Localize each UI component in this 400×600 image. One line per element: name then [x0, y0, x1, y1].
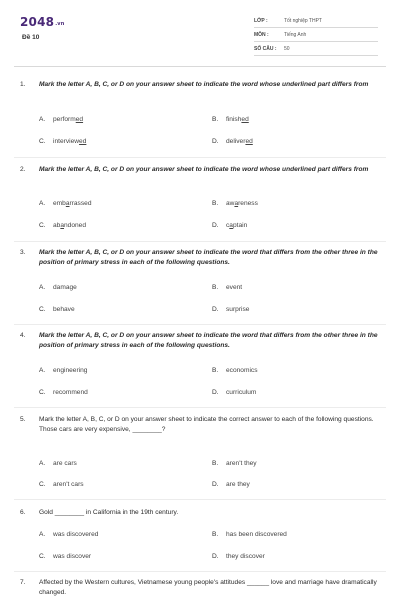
option-text: rrassed [69, 200, 92, 207]
option-d[interactable] [212, 480, 250, 490]
option-text: behave [53, 306, 75, 313]
meta-value: Tiếng Anh [284, 32, 307, 38]
option-letter: C. [39, 306, 46, 313]
question-divider [14, 499, 386, 500]
option-text: surprise [226, 306, 250, 313]
option-letter: B. [212, 284, 219, 291]
option-letter: C. [39, 222, 46, 229]
question-6 [20, 508, 382, 518]
meta-subject [254, 30, 378, 42]
question-stem: Mark the letter A, B, C, or D on your answer sheet to indicate the correct answer to each of the following questions. [39, 416, 374, 423]
question-number: 5. [20, 416, 26, 423]
option-c[interactable] [39, 480, 84, 490]
option-letter: B. [212, 531, 219, 538]
question-divider [14, 324, 386, 325]
option-text: ab [53, 222, 61, 229]
option-letter: A. [39, 284, 46, 291]
option-letter: A. [39, 367, 46, 374]
meta-question-count [254, 44, 378, 56]
meta-value: Tốt nghiệp THPT [284, 18, 322, 24]
question-1 [20, 80, 382, 90]
option-text: emb [53, 200, 66, 207]
option-letter: A. [39, 116, 46, 123]
option-text: are cars [53, 460, 77, 467]
meta-key: SỐ CÂU : [254, 46, 277, 52]
question-stem: Mark the letter A, B, C, or D on your answer sheet to indicate the word whose underlined part differs from [39, 81, 369, 88]
option-text: deliver [226, 138, 246, 145]
option-b[interactable] [212, 283, 242, 293]
option-a[interactable] [39, 283, 77, 293]
option-d[interactable] [212, 552, 265, 562]
option-underline: a [60, 222, 65, 229]
option-text: c [226, 222, 230, 229]
question-stem: Gold ________ in California in the 19th century. [39, 509, 179, 516]
option-underline: ed [241, 116, 249, 123]
question-number: 7. [20, 579, 26, 586]
option-text: economics [226, 367, 258, 374]
option-d[interactable] [212, 305, 249, 315]
question-stem: Mark the letter A, B, C, or D on your answer sheet to indicate the word whose underlined part differs from [39, 166, 369, 173]
option-c[interactable] [39, 221, 86, 231]
option-underline: ed [79, 138, 87, 145]
option-b[interactable] [212, 459, 257, 469]
option-underline: a [229, 222, 233, 229]
question-7 [20, 578, 382, 598]
option-letter: D. [212, 389, 219, 396]
question-number: 1. [20, 81, 26, 88]
option-letter: B. [212, 116, 219, 123]
option-letter: D. [212, 138, 219, 145]
meta-class [254, 16, 378, 28]
exam-code: Đề 10 [22, 34, 40, 41]
option-letter: C. [39, 553, 46, 560]
option-letter: D. [212, 481, 219, 488]
option-text: finish [226, 116, 242, 123]
option-letter: B. [212, 460, 219, 467]
option-text: ndoned [64, 222, 87, 229]
option-text: are they [226, 481, 250, 488]
option-letter: C. [39, 138, 46, 145]
option-c[interactable] [39, 137, 86, 147]
meta-key: MÔN : [254, 32, 269, 38]
meta-key: LỚP : [254, 18, 268, 24]
option-text: reness [238, 200, 258, 207]
option-letter: C. [39, 389, 46, 396]
option-text: aw [226, 200, 235, 207]
question-4 [20, 331, 382, 351]
option-underline: ed [245, 138, 253, 145]
option-b[interactable] [212, 366, 258, 376]
option-letter: C. [39, 481, 46, 488]
option-letter: B. [212, 200, 219, 207]
option-underline: ed [75, 116, 84, 123]
option-letter: A. [39, 200, 46, 207]
option-c[interactable] [39, 305, 75, 315]
question-divider [14, 571, 386, 572]
question-5 [20, 415, 382, 435]
option-a[interactable] [39, 530, 98, 540]
option-letter: A. [39, 531, 46, 538]
question-divider [14, 407, 386, 408]
option-a[interactable] [39, 459, 77, 469]
question-stem: Affected by the Western cultures, Vietnamese young people's attitudes ______ love and marriage have dramatically changed. [39, 579, 377, 596]
option-a[interactable] [39, 115, 83, 125]
question-3 [20, 248, 382, 268]
option-text: was discovered [53, 531, 99, 538]
question-2 [20, 165, 382, 175]
question-stem: Mark the letter A, B, C, or D on your answer sheet to indicate the word that differs from the other three in the position of primary stress in each of the following questions. [39, 332, 378, 349]
option-text: damage [53, 284, 77, 291]
option-a[interactable] [39, 199, 92, 209]
option-d[interactable] [212, 388, 256, 398]
option-b[interactable] [212, 199, 258, 209]
meta-value: 50 [284, 46, 290, 52]
option-letter: D. [212, 553, 219, 560]
option-c[interactable] [39, 388, 88, 398]
option-c[interactable] [39, 552, 91, 562]
option-text: they discover [226, 553, 265, 560]
option-text: engineering [53, 367, 88, 374]
option-text: curriculum [226, 389, 257, 396]
option-text: aren't they [226, 460, 257, 467]
option-d[interactable] [212, 137, 253, 147]
option-text: event [226, 284, 243, 291]
option-text: ptain [232, 222, 248, 229]
option-text: was discover [53, 553, 92, 560]
option-text: recommend [53, 389, 88, 396]
option-text: aren't cars [53, 481, 84, 488]
option-letter: D. [212, 222, 219, 229]
question-number: 2. [20, 166, 26, 173]
option-underline: a [65, 200, 70, 207]
option-letter: D. [212, 306, 219, 313]
option-a[interactable] [39, 366, 87, 376]
logo-main: 2048 [20, 15, 55, 29]
question-number: 6. [20, 509, 26, 516]
option-d[interactable] [212, 221, 247, 231]
header-divider [14, 66, 386, 67]
option-text: perform [53, 116, 76, 123]
option-text: has been discovered [226, 531, 287, 538]
question-divider [14, 157, 386, 158]
option-text: interview [53, 138, 80, 145]
option-letter: A. [39, 460, 46, 467]
option-letter: B. [212, 367, 219, 374]
question-divider [14, 241, 386, 242]
logo-sub: .vn [55, 21, 65, 27]
option-b[interactable] [212, 115, 249, 125]
question-sentence: Those cars are very expensive, ________? [39, 426, 166, 433]
question-number: 3. [20, 249, 26, 256]
question-number: 4. [20, 332, 26, 339]
site-logo[interactable] [20, 15, 65, 29]
option-b[interactable] [212, 530, 287, 540]
question-stem: Mark the letter A, B, C, or D on your answer sheet to indicate the word that differs from the other three in the position of primary stress in each of the following questions. [39, 249, 378, 266]
option-underline: a [234, 200, 239, 207]
